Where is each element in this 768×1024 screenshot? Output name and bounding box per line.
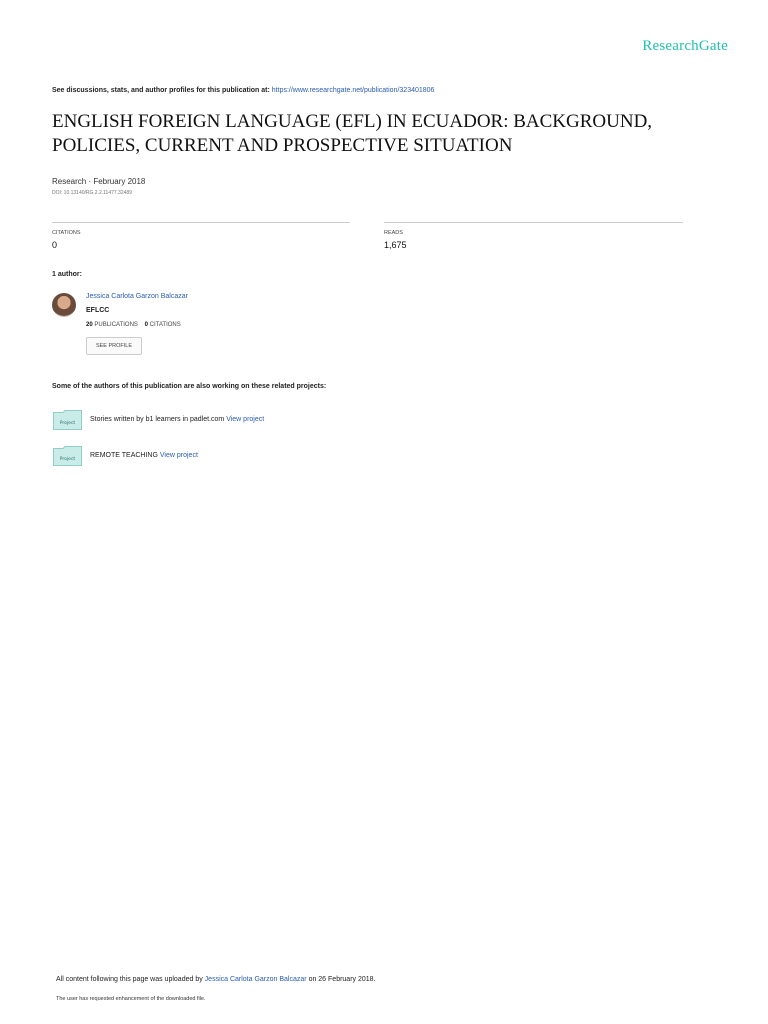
publication-meta: Research · February 2018 bbox=[52, 177, 146, 186]
researchgate-logo[interactable]: ResearchGate bbox=[642, 38, 728, 54]
project-icon-label: Project bbox=[59, 457, 76, 462]
uploader-link[interactable]: Jessica Carlota Garzon Balcazar bbox=[204, 976, 307, 983]
project-folder-icon bbox=[53, 410, 82, 430]
intro-text: See discussions, stats, and author profiles for this publication at: bbox=[52, 87, 270, 94]
publication-link-line bbox=[52, 87, 434, 94]
see-profile-button[interactable]: SEE PROFILE bbox=[86, 337, 142, 355]
view-project-link[interactable]: View project bbox=[159, 452, 198, 459]
project-icon-label: Project bbox=[59, 421, 76, 426]
view-project-link[interactable]: View project bbox=[226, 416, 265, 423]
enhancement-note: The user has requested enhancement of the downloaded file. bbox=[56, 996, 206, 1002]
authors-heading: 1 author: bbox=[52, 271, 82, 278]
project-item bbox=[90, 416, 264, 423]
publication-title: ENGLISH FOREIGN LANGUAGE (EFL) IN ECUADOR: BACKGROUND, POLICIES, CURRENT AND PROSPECTIVE SITUATION bbox=[52, 111, 653, 156]
upload-suffix: on 26 February 2018. bbox=[308, 976, 376, 983]
author-name-link[interactable]: Jessica Carlota Garzon Balcazar bbox=[86, 293, 188, 300]
project-title: Stories written by b1 learners in padlet.com bbox=[90, 416, 225, 423]
citations-label: CITATIONS bbox=[52, 230, 81, 236]
upload-notice bbox=[56, 976, 376, 983]
publications-label: PUBLICATIONS bbox=[94, 322, 138, 328]
upload-prefix: All content following this page was uploaded by bbox=[56, 976, 203, 983]
project-title: REMOTE TEACHING bbox=[90, 452, 158, 459]
related-projects-heading: Some of the authors of this publication are also working on these related projects: bbox=[52, 383, 327, 390]
publications-count: 20 bbox=[86, 322, 93, 328]
publication-doi: DOI: 10.13140/RG.2.2.11477.32489 bbox=[52, 190, 132, 196]
author-affiliation: EFLCC bbox=[86, 307, 110, 314]
reads-label: READS bbox=[384, 230, 403, 236]
author-citations-label: CITATIONS bbox=[149, 322, 181, 328]
author-avatar[interactable] bbox=[52, 293, 76, 317]
reads-value: 1,675 bbox=[384, 240, 407, 250]
citations-value: 0 bbox=[52, 240, 58, 250]
project-item bbox=[90, 452, 198, 459]
author-citations-count: 0 bbox=[144, 322, 148, 328]
publication-url-link[interactable]: https://www.researchgate.net/publication/323401806 bbox=[271, 87, 435, 94]
citations-divider bbox=[52, 222, 350, 223]
author-counts bbox=[86, 322, 181, 328]
reads-divider bbox=[384, 222, 683, 223]
project-folder-icon bbox=[53, 446, 82, 466]
